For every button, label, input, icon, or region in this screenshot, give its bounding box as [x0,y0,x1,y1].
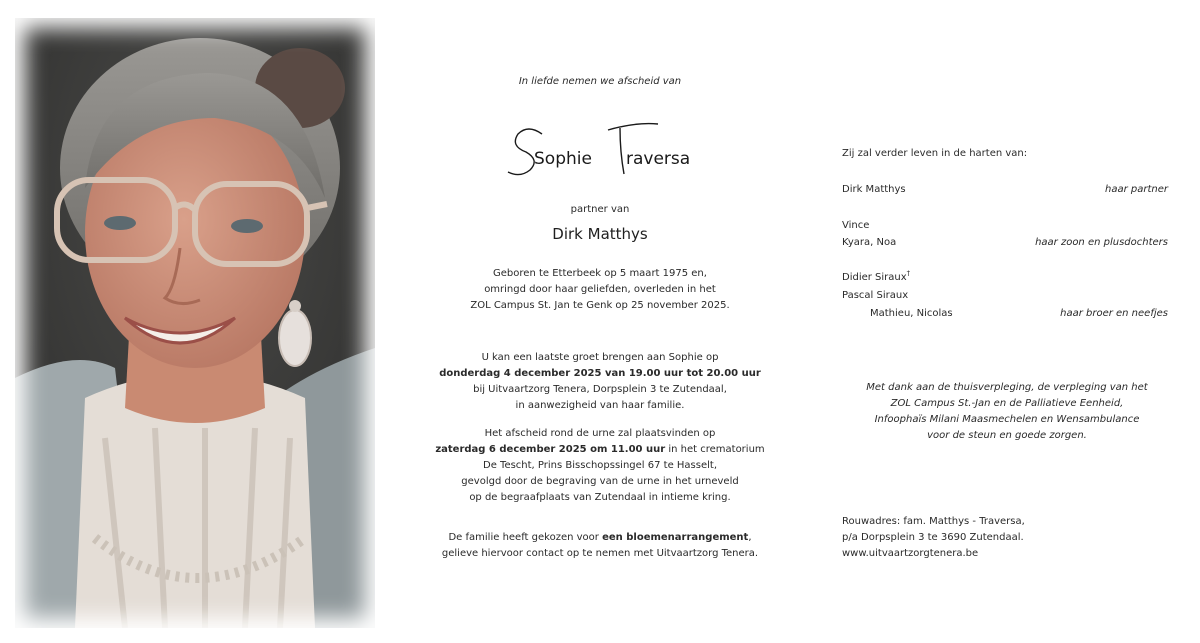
birth-line: Geboren te Etterbeek op 5 maart 1975 en, [493,268,707,279]
visit-line: bij Uitvaartzorg Tenera, Dorpsplein 3 te Zutendaal, [473,384,727,395]
visit-line: in aanwezigheid van haar familie. [515,400,685,411]
flowers-line [430,530,770,546]
flowers-paragraph [430,530,770,562]
flowers-comma: , [748,532,752,543]
family-name: Mathieu, Nicolas [870,308,953,319]
farewell-place: in het crematorium [665,444,765,455]
thanks-paragraph [842,380,1172,444]
birth-death-paragraph [430,266,770,314]
farewell-date: zaterdag 6 december 2025 om 11.00 uur [435,444,666,455]
farewell-line [430,442,770,458]
thanks-line: voor de steun en goede zorgen. [927,430,1087,441]
family-name-with-dagger [842,270,910,286]
family-row-children [842,235,1168,251]
birth-line: ZOL Campus St. Jan te Genk op 25 november 2025. [470,300,730,311]
family-name: Dirk Matthys [842,184,906,195]
flowers-text: De familie heeft gekozen voor [448,532,603,543]
visit-paragraph [430,350,770,414]
partner-label: partner van [570,204,630,215]
flowers-arrangement: een bloemenarrangement [602,532,749,543]
website-link[interactable]: www.uitvaartzorgtenera.be [842,548,979,559]
thanks-line: Met dank aan de thuisverpleging, de verpleging van het [866,382,1148,393]
farewell-paragraph [430,426,770,506]
deceased-name-signature [430,112,770,182]
first-name-text: Sophie [534,149,592,169]
family-name: Kyara, Noa [842,237,897,248]
family-intro: Zij zal verder leven in de harten van: [842,148,1028,159]
farewell-line: Het afscheid rond de urne zal plaatsvinden op [484,428,716,439]
family-name: Pascal Siraux [842,290,909,301]
mourning-address-line: Rouwadres: fam. Matthys - Traversa, [842,516,1025,527]
visit-line: U kan een laatste groet brengen aan Sophie op [481,352,719,363]
visit-date: donderdag 4 december 2025 van 19.00 uur tot 20.00 uur [439,368,761,379]
partner-name: Dirk Matthys [552,225,648,243]
family-name: Didier Siraux [842,272,907,283]
intro-text: In liefde nemen we afscheid van [518,76,682,87]
family-relation: haar zoon en plusdochters [1035,237,1168,248]
family-row-brother [842,306,1168,322]
birth-line: omringd door haar geliefden, overleden in het [484,284,716,295]
family-name: Vince [842,220,870,231]
farewell-line: De Tescht, Prins Bisschopssingel 67 te Hasselt, [483,460,717,471]
dagger-mark: † [906,269,911,278]
farewell-line: op de begraafplaats van Zutendaal in intieme kring. [469,492,731,503]
flowers-line: gelieve hiervoor contact op te nemen met Uitvaartzorg Tenera. [441,548,759,559]
farewell-line: gevolgd door de begraving van de urne in het urneveld [461,476,739,487]
family-relation: haar broer en neefjes [1060,308,1168,319]
family-relation: haar partner [1105,184,1168,195]
family-row-partner [842,182,1168,198]
portrait-photo [15,18,375,628]
thanks-line: ZOL Campus St.-Jan en de Palliatieve Eenheid, [890,398,1124,409]
mourning-address-line: p/a Dorpsplein 3 te 3690 Zutendaal. [842,532,1024,543]
last-name-text: raversa [626,149,691,169]
thanks-line: Infoophaïs Milani Maasmechelen en Wensambulance [874,414,1140,425]
